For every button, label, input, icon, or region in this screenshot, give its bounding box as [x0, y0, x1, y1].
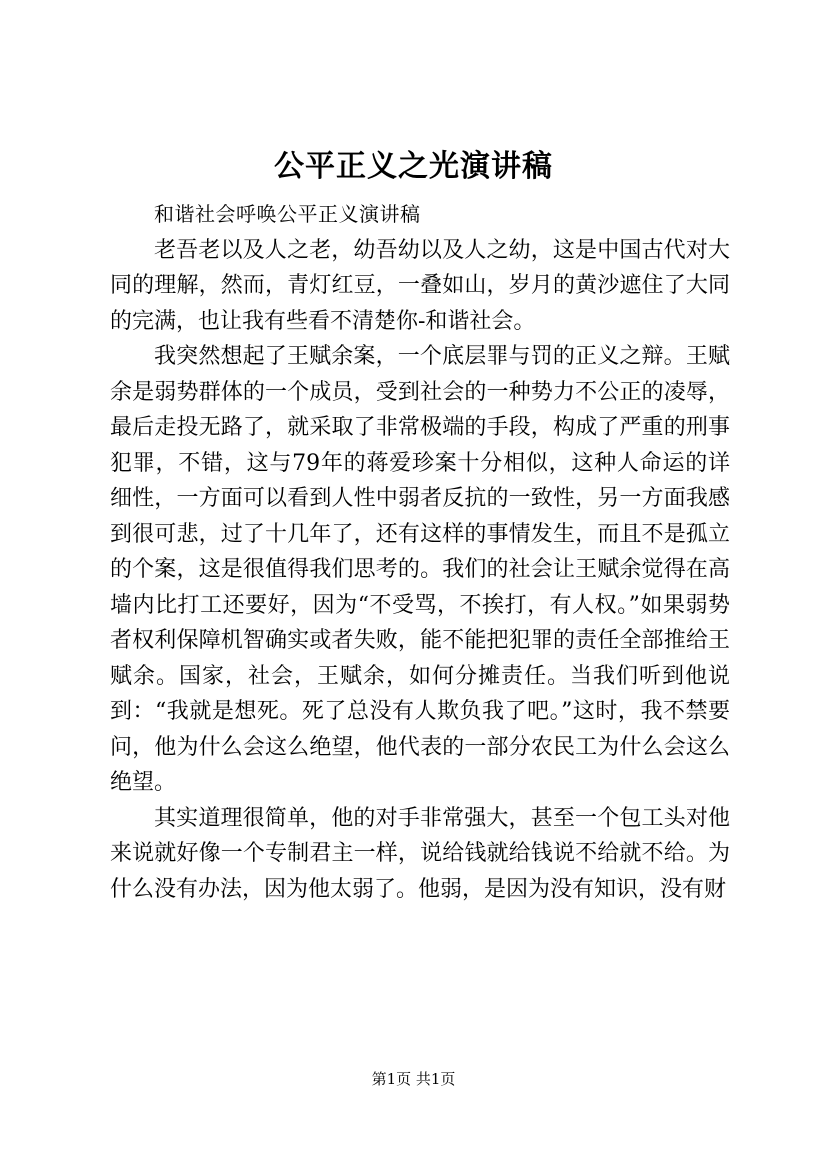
page-footer: 第1页 共1页 [371, 1070, 456, 1088]
document-title: 公平正义之光演讲稿 [274, 149, 553, 184]
paragraph-1: 老吾老以及人之老，幼吾幼以及人之幼，这是中国古代对大同的理解，然而，青灯红豆，一叠如山，岁月的黄沙遮住了大同的完满，也让我有些看不清楚你-和谐社会。 [110, 237, 730, 334]
document-subtitle: 和谐社会呼唤公平正义演讲稿 [154, 202, 421, 226]
paragraph-2: 我突然想起了王赋余案，一个底层罪与罚的正义之辩。王赋余是弱势群体的一个成员，受到社会的一种势力不公正的凌辱，最后走投无路了，就采取了非常极端的手段，构成了严重的刑事犯罪，不错，这与79年的蒋爱珍案十分相似，这种人命运的详细性，一方面可以看到人性中弱者反抗的一致性，另一方面我感到很可悲，过了十几年了，还有这样的事情发生，而且不是孤立的个案，这是很值得我们思考的。我们的社会让王赋余觉得在高墙内比打工还要好，因为“不受骂，不挨打，有人权。”如果弱势者权利保障机智确实或者失败，能不能把犯罪的责任全部推给王赋余。国家，社会，王赋余，如何分摊责任。当我们听到他说到：“我就是想死。死了总没有人欺负我了吧。”这时，我不禁要问，他为什么会这么绝望，他代表的一部分农民工为什么会这么绝望。 [110, 344, 730, 795]
paragraph-3: 其实道理很简单，他的对手非常强大，甚至一个包工头对他来说就好像一个专制君主一样，说给钱就给钱说不给就不给。为什么没有办法，因为他太弱了。他弱，是因为没有知识，没有财 [110, 805, 730, 902]
document-body [110, 197, 730, 907]
